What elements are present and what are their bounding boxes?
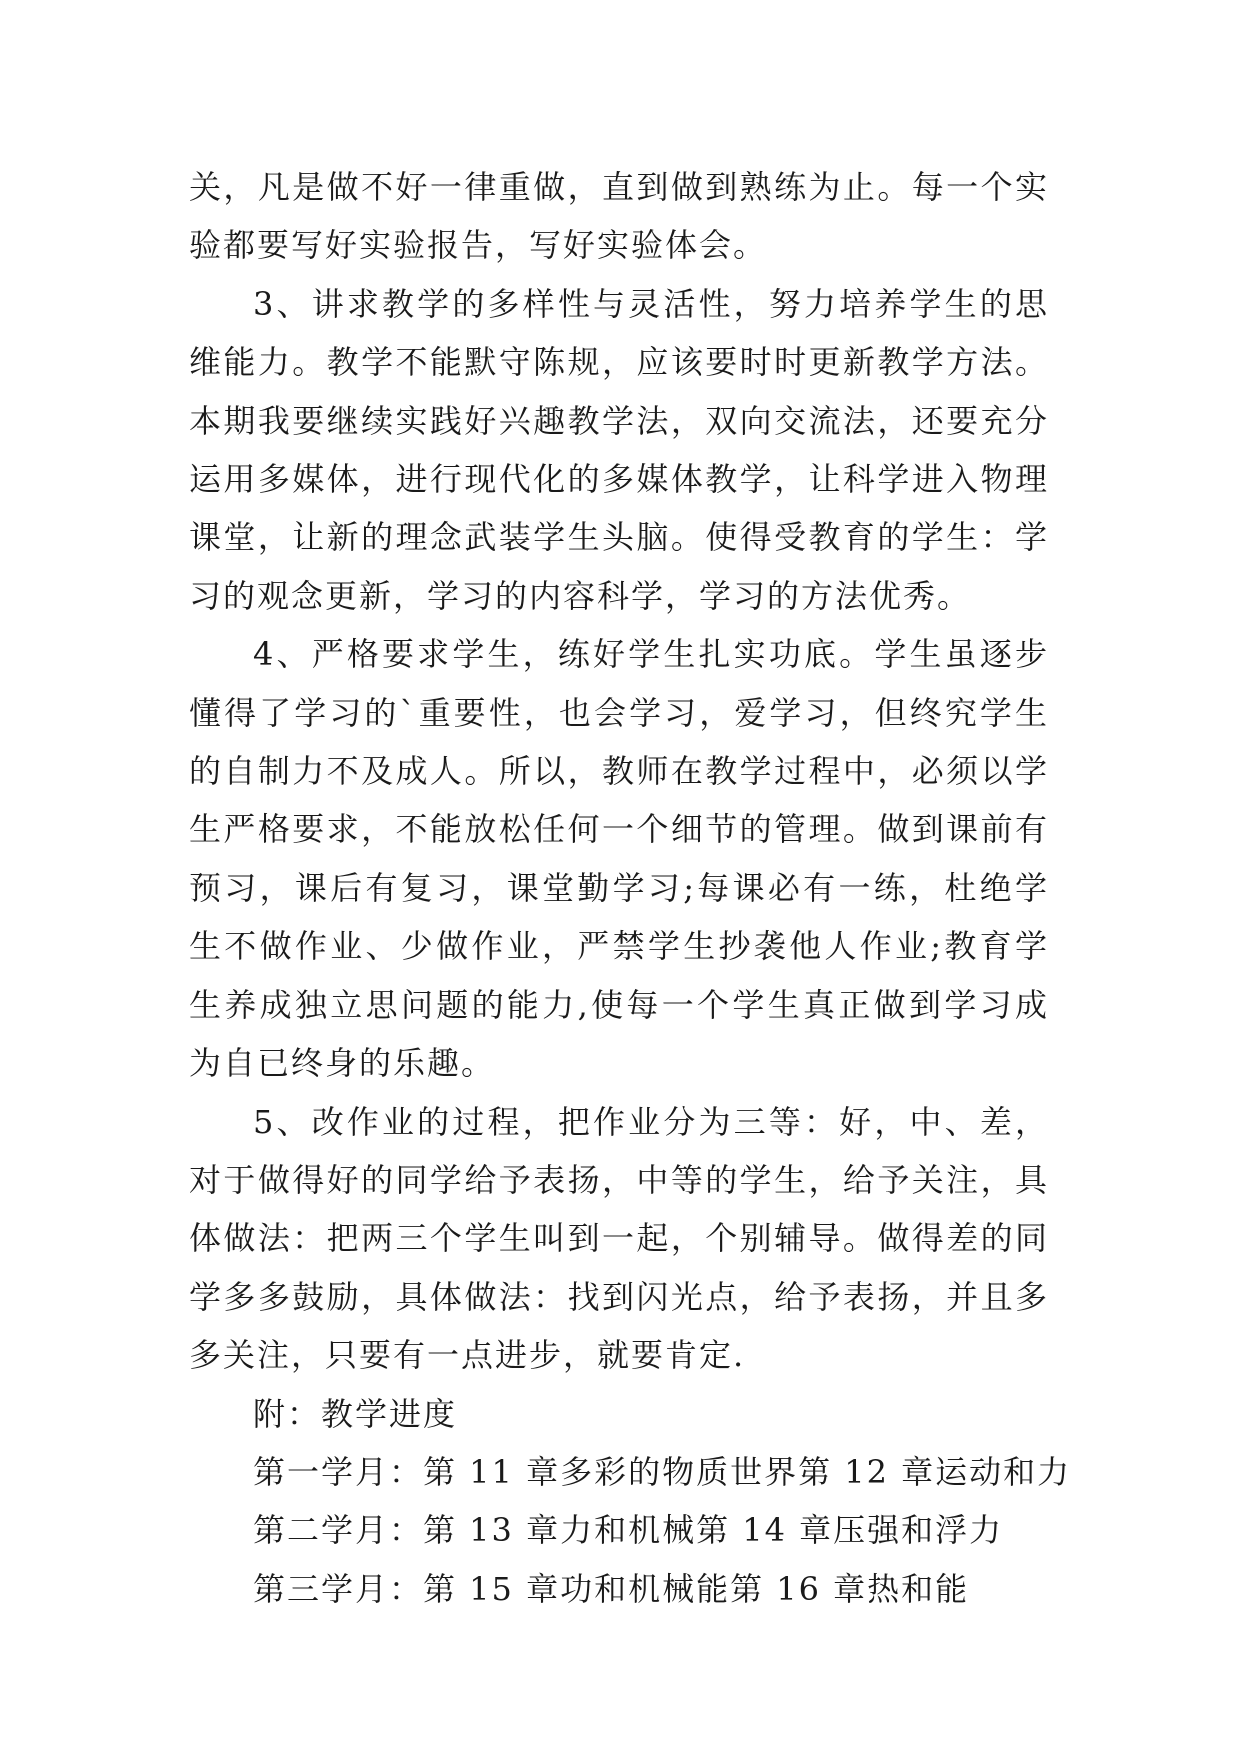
paragraph-item-3: 3、讲求教学的多样性与灵活性，努力培养学生的思维能力。教学不能默守陈规，应该要时时更新教学方法。本期我要继续实践好兴趣教学法，双向交流法，还要充分运用多媒体，进行现代化的多媒体教学，让科学进入物理课堂，让新的理念武装学生头脑。使得受教育的学生：学习的观念更新，学习的内容科学，学习的方法优秀。 (189, 284, 1049, 615)
paragraph-item-5: 5、改作业的过程，把作业分为三等：好，中、差，对于做得好的同学给予表扬，中等的学生，给予关注，具体做法：把两三个学生叫到一起，个别辅导。做得差的同学多多鼓励，具体做法：找到闪光点，给予表扬，并且多多关注，只要有一点进步，就要肯定. (189, 1102, 1049, 1375)
document-body (189, 158, 1072, 1618)
appendix-heading: 附：教学进度 (253, 1394, 458, 1433)
paragraph-continuation: 关，凡是做不好一律重做，直到做到熟练为止。每一个实验都要写好实验报告，写好实验体会。 (189, 168, 1049, 265)
schedule-month-2: 第二学月：第 13 章力和机械第 14 章压强和浮力 (253, 1511, 1004, 1550)
paragraph-item-4: 4、严格要求学生，练好学生扎实功底。学生虽逐步懂得了学习的`重要性，也会学习，爱学习，但终究学生的自制力不及成人。所以，教师在教学过程中，必须以学生严格要求，不能放松任何一个细节的管理。做到课前有预习，课后有复习，课堂勤学习;每课必有一练，杜绝学生不做作业、少做作业，严禁学生抄袭他人作业;教育学生养成独立思问题的能力,使每一个学生真正做到学习成为自已终身的乐趣。 (189, 635, 1049, 1083)
schedule-month-1: 第一学月：第 11 章多彩的物质世界第 12 章运动和力 (253, 1452, 1072, 1491)
schedule-month-3: 第三学月：第 15 章功和机械能第 16 章热和能 (253, 1569, 970, 1608)
